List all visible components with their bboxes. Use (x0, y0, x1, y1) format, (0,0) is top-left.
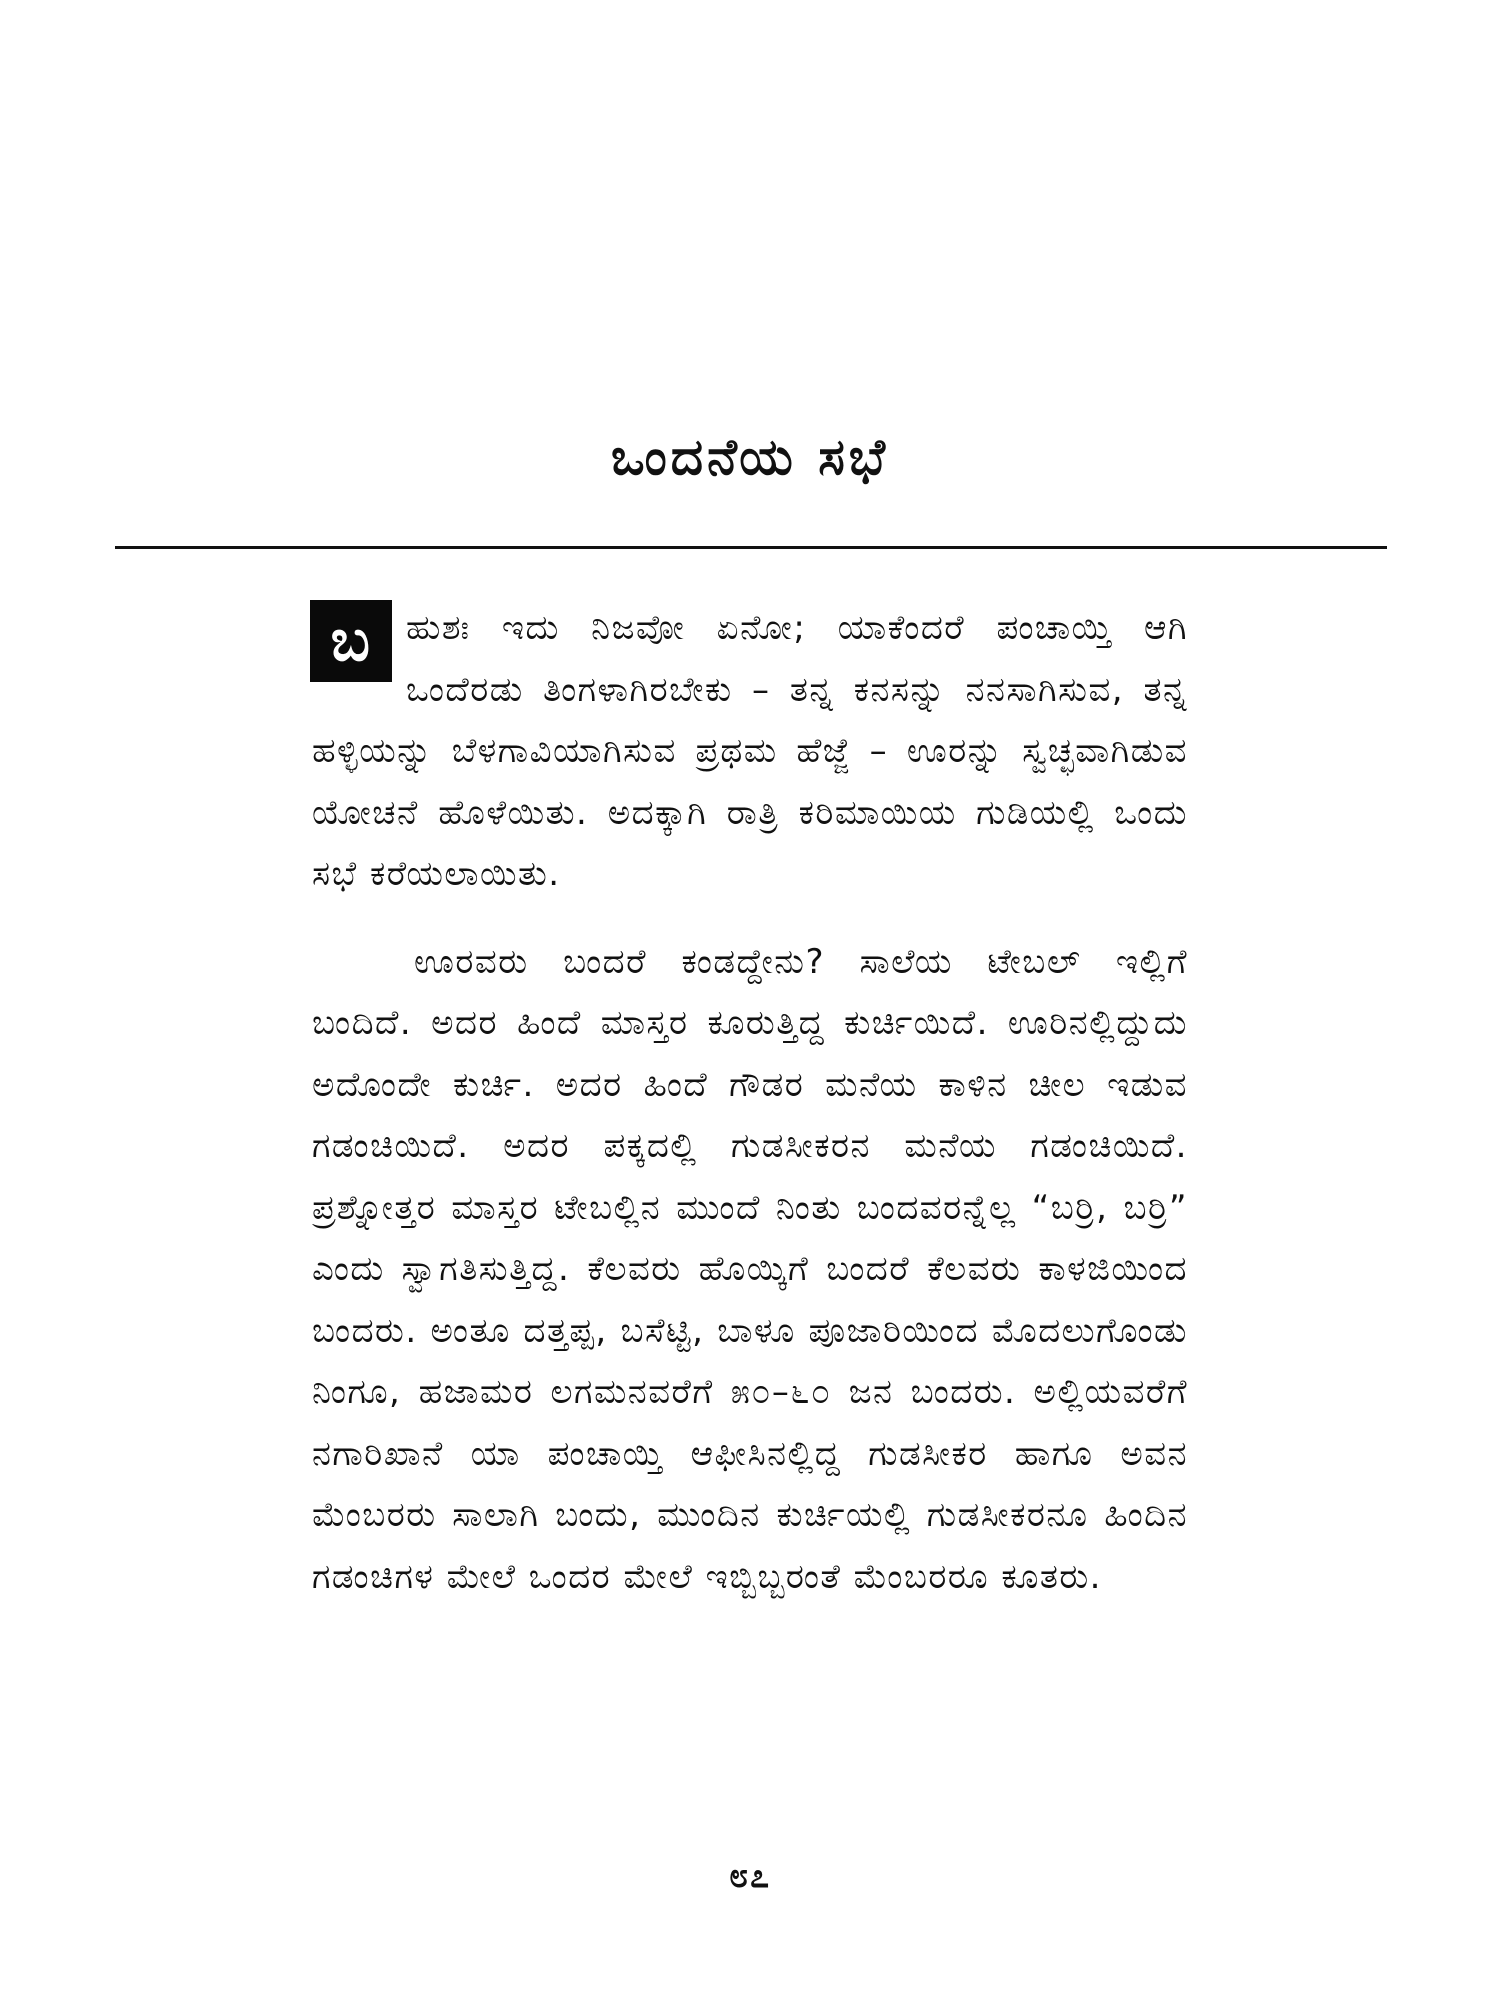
page-number: ೮೭ (728, 1856, 772, 1896)
title-rule (115, 546, 1387, 549)
paragraph-2: ಊರವರು ಬಂದರೆ ಕಂಡದ್ದೇನು? ಸಾಲೆಯ ಟೇಬಲ್ ಇಲ್ಲಿಗೆ ಬಂದಿದೆ. ಅದರ ಹಿಂದೆ ಮಾಸ್ತರ ಕೂರುತ್ತಿದ್ದ ಕುರ್ಚಿಯಿದೆ. ಊರಿನಲ್ಲಿದ್ದುದು ಅದೊಂದೇ ಕುರ್ಚಿ. ಅದರ ಹಿಂದೆ ಗೌಡರ ಮನೆಯ ಕಾಳಿನ ಚೀಲ ಇಡುವ ಗಡಂಚಿಯಿದೆ. ಅದರ ಪಕ್ಕದಲ್ಲಿ ಗುಡಸೀಕರನ ಮನೆಯ ಗಡಂಚಿಯಿದೆ. ಪ್ರಶ್ನೋತ್ತರ ಮಾಸ್ತರ ಟೇಬಲ್ಲಿನ ಮುಂದೆ ನಿಂತು ಬಂದವರನ್ನೆಲ್ಲ “ಬರ್ರಿ, ಬರ್ರಿ” ಎಂದು ಸ್ವಾಗತಿಸುತ್ತಿದ್ದ. ಕೆಲವರು ಹೊಯ್ಕಿಗೆ ಬಂದರೆ ಕೆಲವರು ಕಾಳಜಿಯಿಂದ ಬಂದರು. ಅಂತೂ ದತ್ತಪ್ಪ, ಬಸೆಟ್ಟಿ, ಬಾಳೂ ಪೂಜಾರಿಯಿಂದ ಮೊದಲುಗೊಂಡು ನಿಂಗೂ, ಹಜಾಮರ ಲಗಮನವರೆಗೆ ೫೦–೬೦ ಜನ ಬಂದರು. ಅಲ್ಲಿಯವರೆಗೆ ನಗಾರಿಖಾನೆ ಯಾ ಪಂಚಾಯ್ತಿ ಆಫೀಸಿನಲ್ಲಿದ್ದ ಗುಡಸೀಕರ ಹಾಗೂ ಅವನ ಮೆಂಬರರು ಸಾಲಾಗಿ ಬಂದು, ಮುಂದಿನ ಕುರ್ಚಿಯಲ್ಲಿ ಗುಡಸೀಕರನೂ ಹಿಂದಿನ ಗಡಂಚಿಗಳ ಮೇಲೆ ಒಂದರ ಮೇಲೆ ಇಬ್ಬಿಬ್ಬರಂತೆ ಮೆಂಬರರೂ ಕೂತರು. (312, 941, 1188, 1597)
drop-cap: ಬ (310, 600, 392, 682)
paragraph-1-text: ಹುಶಃ ಇದು ನಿಜವೋ ಏನೋ; ಯಾಕೆಂದರೆ ಪಂಚಾಯ್ತಿ ಆಗಿ ಒಂದೆರಡು ತಿಂಗಳಾಗಿರಬೇಕು – ತನ್ನ ಕನಸನ್ನು ನನಸಾಗಿಸುವ, ತನ್ನ ಹಳ್ಳಿಯನ್ನು ಬೆಳಗಾವಿಯಾಗಿಸುವ ಪ್ರಥಮ ಹೆಜ್ಜೆ – ಊರನ್ನು ಸ್ವಚ್ಛವಾಗಿಡುವ ಯೋಚನೆ ಹೊಳೆಯಿತು. ಅದಕ್ಕಾಗಿ ರಾತ್ರಿ ಕರಿಮಾಯಿಯ ಗುಡಿಯಲ್ಲಿ ಒಂದು ಸಭೆ ಕರೆಯಲಾಯಿತು. (312, 608, 1188, 894)
paragraph-1 (312, 598, 1188, 906)
body-text (312, 598, 1188, 1608)
chapter-title: ಒಂದನೆಯ ಸಭೆ (611, 428, 889, 486)
